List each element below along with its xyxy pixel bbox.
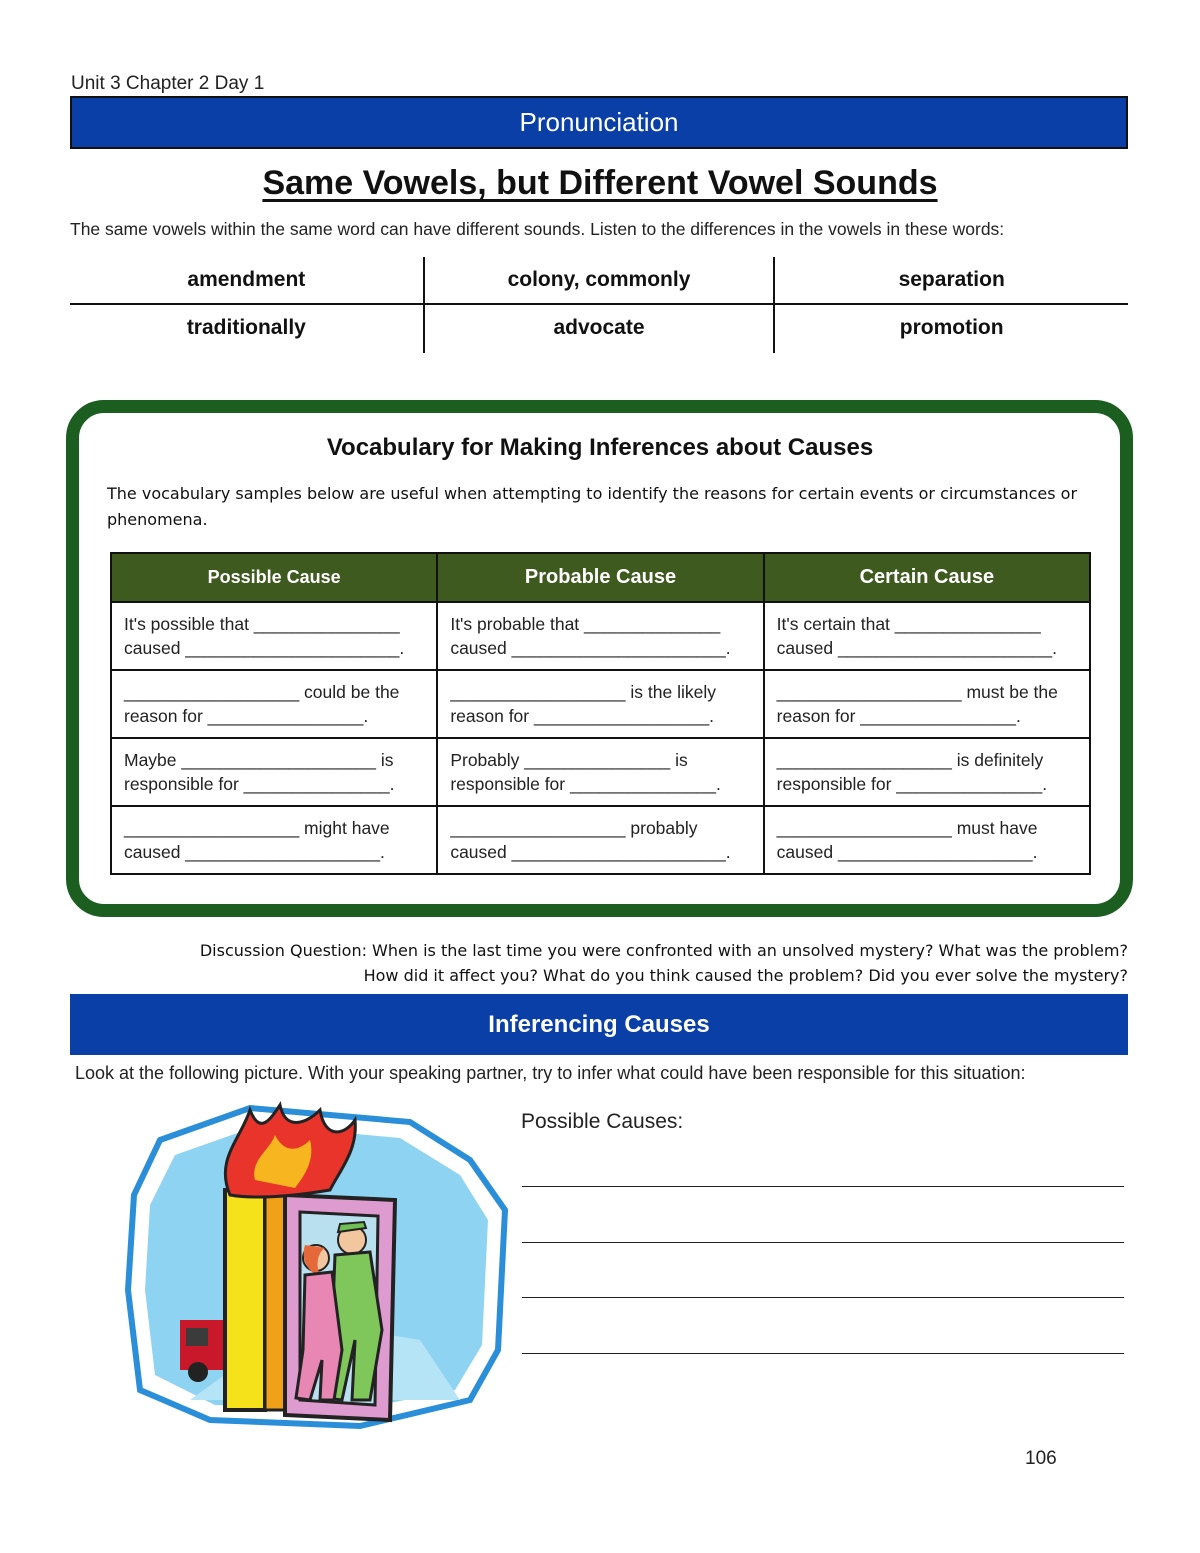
- word-cell: promotion: [899, 316, 1004, 339]
- table-header-row: [111, 553, 1090, 602]
- inferencing-instruction: Look at the following picture. With your speaking partner, try to infer what could have been responsible for this situation:: [75, 1063, 1026, 1083]
- discussion-line-2: How did it affect you? What do you think caused the problem? Did you ever solve the mystery?: [363, 966, 1128, 985]
- table-cell: Maybe ____________________ is responsible for _______________.: [111, 738, 437, 806]
- table-cell: __________________ might have caused ____________________.: [111, 806, 437, 874]
- answer-line[interactable]: [522, 1242, 1124, 1243]
- table-cell: It's possible that _______________ caused ______________________.: [111, 602, 437, 670]
- word-row: [70, 257, 1128, 305]
- page-number: 106: [1025, 1448, 1057, 1469]
- word-row: [70, 305, 1128, 353]
- table-row: [111, 670, 1090, 738]
- word-grid: [70, 257, 1128, 353]
- column-header-probable: Probable Cause: [437, 553, 763, 602]
- table-cell: __________________ could be the reason for ________________.: [111, 670, 437, 738]
- possible-causes-label: Possible Causes:: [521, 1110, 684, 1133]
- answer-line[interactable]: [522, 1297, 1124, 1298]
- column-header-possible: Possible Cause: [111, 553, 437, 602]
- discussion-line-1: Discussion Question: When is the last time you were confronted with an unsolved mystery? What was the problem?: [199, 941, 1128, 960]
- discussion-question: [0, 938, 1128, 988]
- table-cell: Probably _______________ is responsible for _______________.: [437, 738, 763, 806]
- table-row: [111, 602, 1090, 670]
- pronunciation-band: Pronunciation: [70, 96, 1128, 149]
- column-header-certain: Certain Cause: [764, 553, 1090, 602]
- answer-line[interactable]: [522, 1353, 1124, 1354]
- word-cell: traditionally: [186, 316, 306, 339]
- table-cell: __________________ must have caused ____________________.: [764, 806, 1090, 874]
- table-cell: __________________ is the likely reason for __________________.: [437, 670, 763, 738]
- word-cell: amendment: [187, 268, 306, 291]
- pronunciation-intro: The same vowels within the same word can have different sounds. Listen to the differences in the vowels in these words:: [70, 219, 1005, 239]
- unit-label: Unit 3 Chapter 2 Day 1: [71, 73, 265, 94]
- table-cell: __________________ probably caused ______________________.: [437, 806, 763, 874]
- pronunciation-title: Same Vowels, but Different Vowel Sounds: [262, 164, 938, 202]
- fire-rescue-illustration: [120, 1100, 510, 1430]
- word-cell: colony, commonly: [423, 257, 776, 303]
- table-cell: __________________ is definitely responsible for _______________.: [764, 738, 1090, 806]
- word-cell: advocate: [423, 305, 776, 353]
- table-cell: It's certain that _______________ caused ______________________.: [764, 602, 1090, 670]
- vocabulary-description: The vocabulary samples below are useful when attempting to identify the reasons for certain events or circumstances or phenomena.: [107, 484, 1078, 529]
- answer-line[interactable]: [522, 1186, 1124, 1187]
- vocabulary-table: [110, 552, 1091, 875]
- table-cell: It's probable that ______________ caused ______________________.: [437, 602, 763, 670]
- table-row: [111, 806, 1090, 874]
- vocabulary-title: Vocabulary for Making Inferences about Causes: [326, 434, 874, 461]
- word-cell: separation: [898, 268, 1005, 291]
- table-cell: ___________________ must be the reason for ________________.: [764, 670, 1090, 738]
- inferencing-band: Inferencing Causes: [70, 994, 1128, 1055]
- table-row: [111, 738, 1090, 806]
